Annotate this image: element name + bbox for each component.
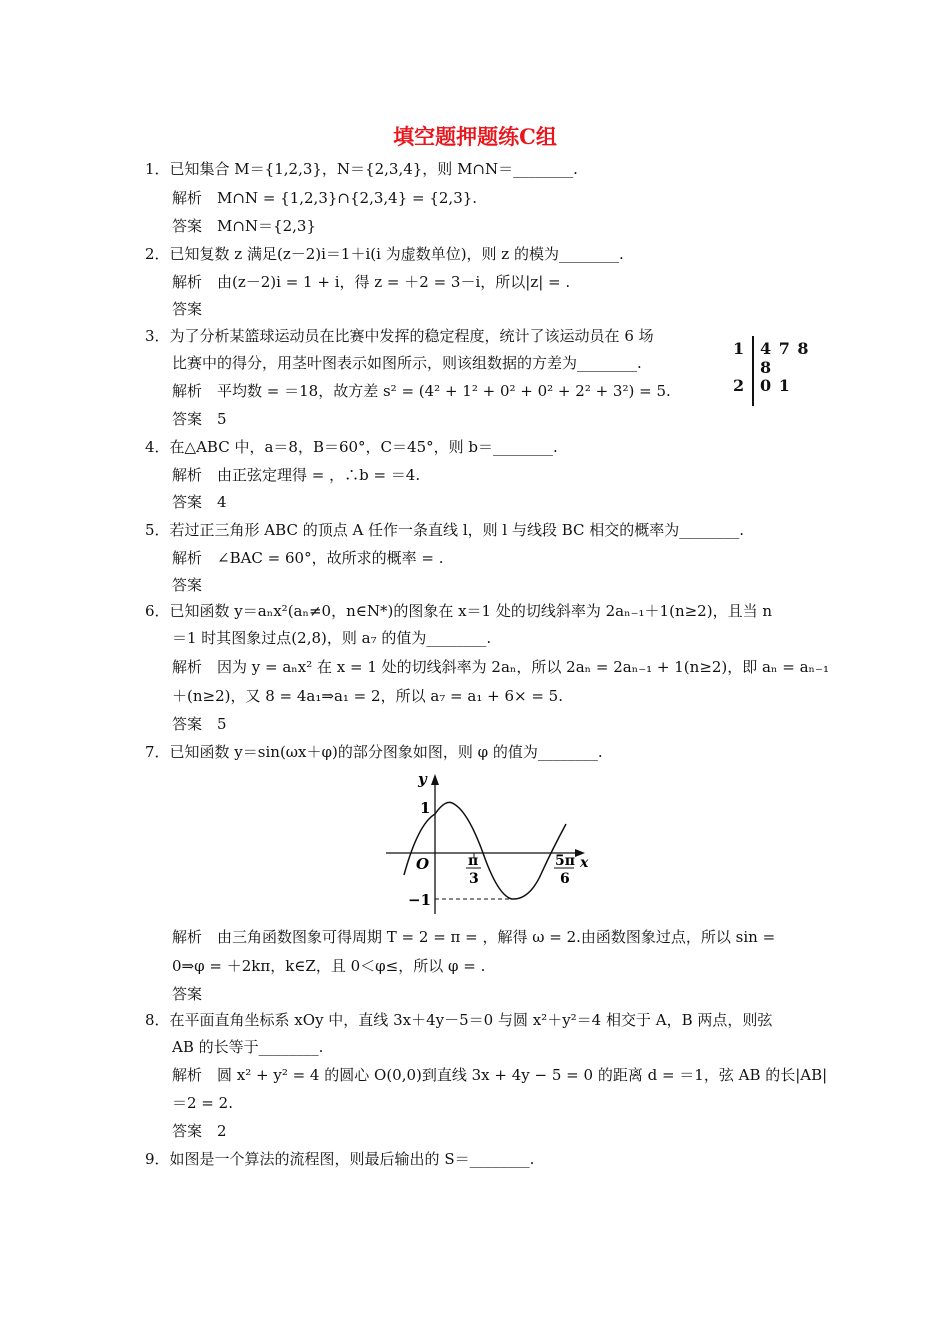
stem-leaf-plot <box>723 336 823 408</box>
q8-analysis-2: ＝2 = 2. <box>172 1094 233 1112</box>
q2-analysis: 解析 由(z－2)i = 1 + i，得 z = ＋2 = 3－i，所以|z| = . <box>172 273 571 291</box>
q1-answer: 答案 M∩N＝{2,3} <box>172 217 316 235</box>
q6-answer: 答案 5 <box>172 715 227 733</box>
q3-answer: 答案 5 <box>172 410 227 428</box>
q2-text: 2．已知复数 z 满足(z－2)i＝1＋i(i 为虚数单位)，则 z 的模为________. <box>145 245 624 263</box>
q5-answer: 答案 <box>172 576 203 594</box>
5pi-6-den: 6 <box>560 871 570 887</box>
y-axis-label: y <box>418 770 427 788</box>
y-axis-arrow-icon <box>431 774 439 785</box>
pi-3-den: 3 <box>469 871 479 887</box>
q8-text-1: 8．在平面直角坐标系 xOy 中，直线 3x＋4y－5＝0 与圆 x²＋y²＝4 相交于 A，B 两点，则弦 <box>145 1011 773 1029</box>
q5-analysis: 解析 ∠BAC = 60°，故所求的概率 = . <box>172 549 444 567</box>
q9-text: 9．如图是一个算法的流程图，则最后输出的 S＝________. <box>145 1150 535 1168</box>
y-min-label: −1 <box>408 891 432 909</box>
q3-text-1: 3．为了分析某篮球运动员在比赛中发挥的稳定程度，统计了该运动员在 6 场 <box>145 327 654 345</box>
leaves-1: 4 7 8 8 <box>760 339 810 377</box>
5pi-6-num: 5π <box>555 853 575 869</box>
q8-analysis-1: 解析 圆 x² + y² = 4 的圆心 O(0,0)到直线 3x + 4y − 5 = 0 的距离 d = ＝1，弦 AB 的长|AB| <box>172 1066 828 1084</box>
q7-text: 7．已知函数 y＝sin(ωx＋φ)的部分图象如图，则 φ 的值为________. <box>145 743 603 761</box>
sine-graph <box>380 768 595 918</box>
q6-text-1: 6．已知函数 y＝aₙx²(aₙ≠0，n∈N*)的图象在 x＝1 处的切线斜率为 2aₙ₋₁＋1(n≥2)，且当 n <box>145 602 772 620</box>
y-max-label: 1 <box>420 799 431 817</box>
q4-answer: 答案 4 <box>172 493 227 511</box>
q6-text-2: ＝1 时其图象过点(2,8)，则 a₇ 的值为________. <box>172 629 492 647</box>
page-title: 填空题押题练C组 <box>393 124 557 149</box>
q7-analysis-1: 解析 由三角函数图象可得周期 T = 2 = π = ，解得 ω = 2.由函数图象过点，所以 sin = <box>172 928 776 946</box>
q4-text: 4．在△ABC 中，a＝8，B＝60°，C＝45°，则 b＝________. <box>145 438 558 456</box>
q8-text-2: AB 的长等于________. <box>172 1038 324 1056</box>
leaves-2: 0 1 <box>760 376 791 395</box>
q8-answer: 答案 2 <box>172 1122 227 1140</box>
stem-2: 2 <box>733 376 745 395</box>
pi-3-num: π <box>468 853 479 869</box>
q3-analysis: 解析 平均数 = ＝18，故方差 s² = (4² + 1² + 0² + 0² + 2² + 3²) = 5. <box>172 382 671 400</box>
q3-text-2: 比赛中的得分，用茎叶图表示如图所示，则该组数据的方差为________. <box>172 354 642 372</box>
q5-text: 5．若过正三角形 ABC 的顶点 A 任作一条直线 l，则 l 与线段 BC 相交的概率为________. <box>145 521 745 539</box>
origin-label: O <box>416 855 430 873</box>
q7-answer: 答案 <box>172 985 203 1003</box>
q4-analysis: 解析 由正弦定理得 = ，∴b = ＝4. <box>172 466 421 484</box>
q6-analysis-1: 解析 因为 y = aₙx² 在 x = 1 处的切线斜率为 2aₙ，所以 2aₙ = 2aₙ₋₁ + 1(n≥2)，即 aₙ = aₙ₋₁ <box>172 658 829 676</box>
x-axis-label: x <box>580 855 589 871</box>
q1-analysis: 解析 M∩N = {1,2,3}∩{2,3,4} = {2,3}. <box>172 189 478 207</box>
q7-analysis-2: 0⇒φ = ＋2kπ，k∈Z，且 0＜φ≤，所以 φ = . <box>172 957 486 975</box>
q1-text: 1．已知集合 M＝{1,2,3}，N＝{2,3,4}，则 M∩N＝________. <box>145 160 578 178</box>
stem-leaf-divider <box>752 336 754 406</box>
q2-answer: 答案 <box>172 300 203 318</box>
stem-1: 1 <box>733 339 745 358</box>
q6-analysis-2: ＋(n≥2)，又 8 = 4a₁⇒a₁ = 2，所以 a₇ = a₁ + 6× = 5. <box>172 687 563 705</box>
